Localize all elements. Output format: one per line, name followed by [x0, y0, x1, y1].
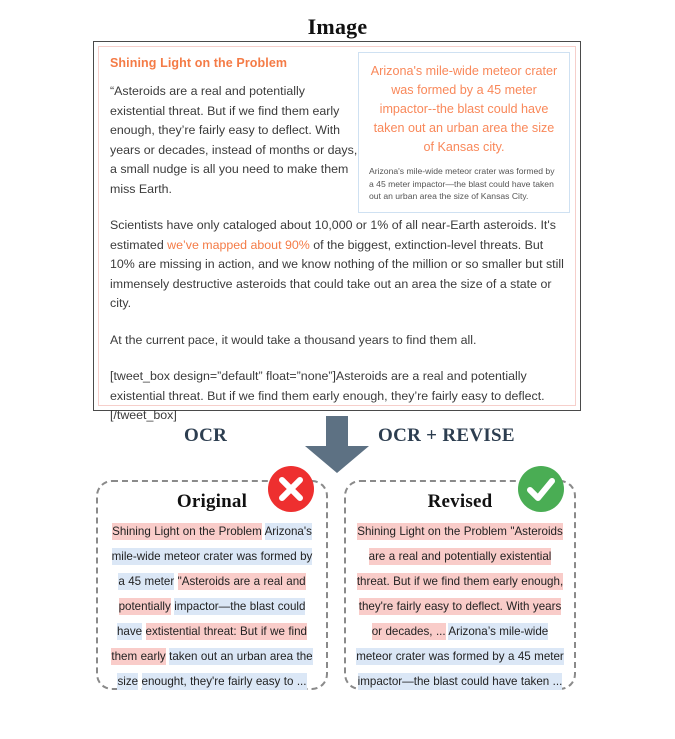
text-segment: Shining Light on the Problem "Asteroids are a real and potentially existential threat. But if we find them early enough, they're fairly easy to deflect. With years or decades, ...: [356, 525, 564, 638]
paragraph-2-highlight: we’ve mapped about 90%: [167, 237, 310, 252]
text-segment: Shining Light on the Problem: [112, 525, 262, 538]
pullquote-caption: Arizona's mile-wide meteor crater was formed by a 45 meter impactor—the blast could have taken out an urban area the size of Kansas City.: [369, 166, 555, 201]
paragraph-2-part-a: Scientists have only cataloged about 10,000 or 1% of all near-Earth asteroids. It's estimated: [110, 218, 556, 252]
panel-revised-text: [355, 519, 565, 694]
pullquote-box: [358, 52, 570, 213]
article-paragraph-2: [110, 216, 568, 314]
pullquote-text: Arizona's mile-wide meteor crater was formed by a 45 meter impactor--the blast could have taken out an urban area the size of Kansas city.: [370, 64, 558, 154]
article-paragraph-4: [tweet_box design=”default” float=”none”]Asteroids are a real and potentially existential threat. But if we find them early enough, they’re fairly easy to deflect. [/tweet_box]: [110, 369, 545, 422]
flow-label-ocr: OCR: [184, 425, 228, 446]
text-segment: Arizona's mile-wide meteor crater was formed by a 45 meter: [111, 525, 313, 588]
text-segment: extistential threat: But if we find them early: [111, 625, 308, 663]
cross-icon: [268, 466, 314, 512]
panel-revised-title: Revised: [427, 491, 493, 512]
panel-original-title: Original: [176, 491, 248, 512]
panel-original-text: [107, 519, 317, 694]
text-segment: "Asteroids are a real and potentially: [118, 575, 306, 613]
text-segment: enought, they're fairly easy to ...: [141, 675, 307, 688]
article-heading: Shining Light on the Problem: [110, 56, 288, 70]
article-container: [98, 46, 576, 422]
text-segment: Arizona’s mile-wide meteor crater was formed by a 45 meter impactor—the blast could have taken ...: [356, 625, 564, 688]
text-segment: impactor—the blast could have: [116, 600, 306, 638]
article-lede: “Asteroids are a real and potentially existential threat. But if we find them early enough, they’re fairly easy to deflect. With years or decades, instead of months or days, a small nudge is all you need to make them miss Earth.: [110, 84, 358, 196]
article-body: [110, 216, 568, 426]
check-icon: [518, 466, 564, 512]
paragraph-2-part-b: of the biggest, extinction-level threats. But 10% are missing in action, and we know nothing of the million or so smaller but still immensely destructive asteroids that could take out an area the size of a state or city.: [110, 237, 564, 310]
text-segment: taken out an urban area the size: [117, 650, 313, 688]
page-title: Image: [307, 14, 368, 39]
flow-label-ocr-revise: OCR + REVISE: [378, 425, 515, 446]
source-image-frame: [93, 41, 581, 422]
article-paragraph-3: At the current pace, it would take a thousand years to find them all.: [110, 332, 477, 347]
